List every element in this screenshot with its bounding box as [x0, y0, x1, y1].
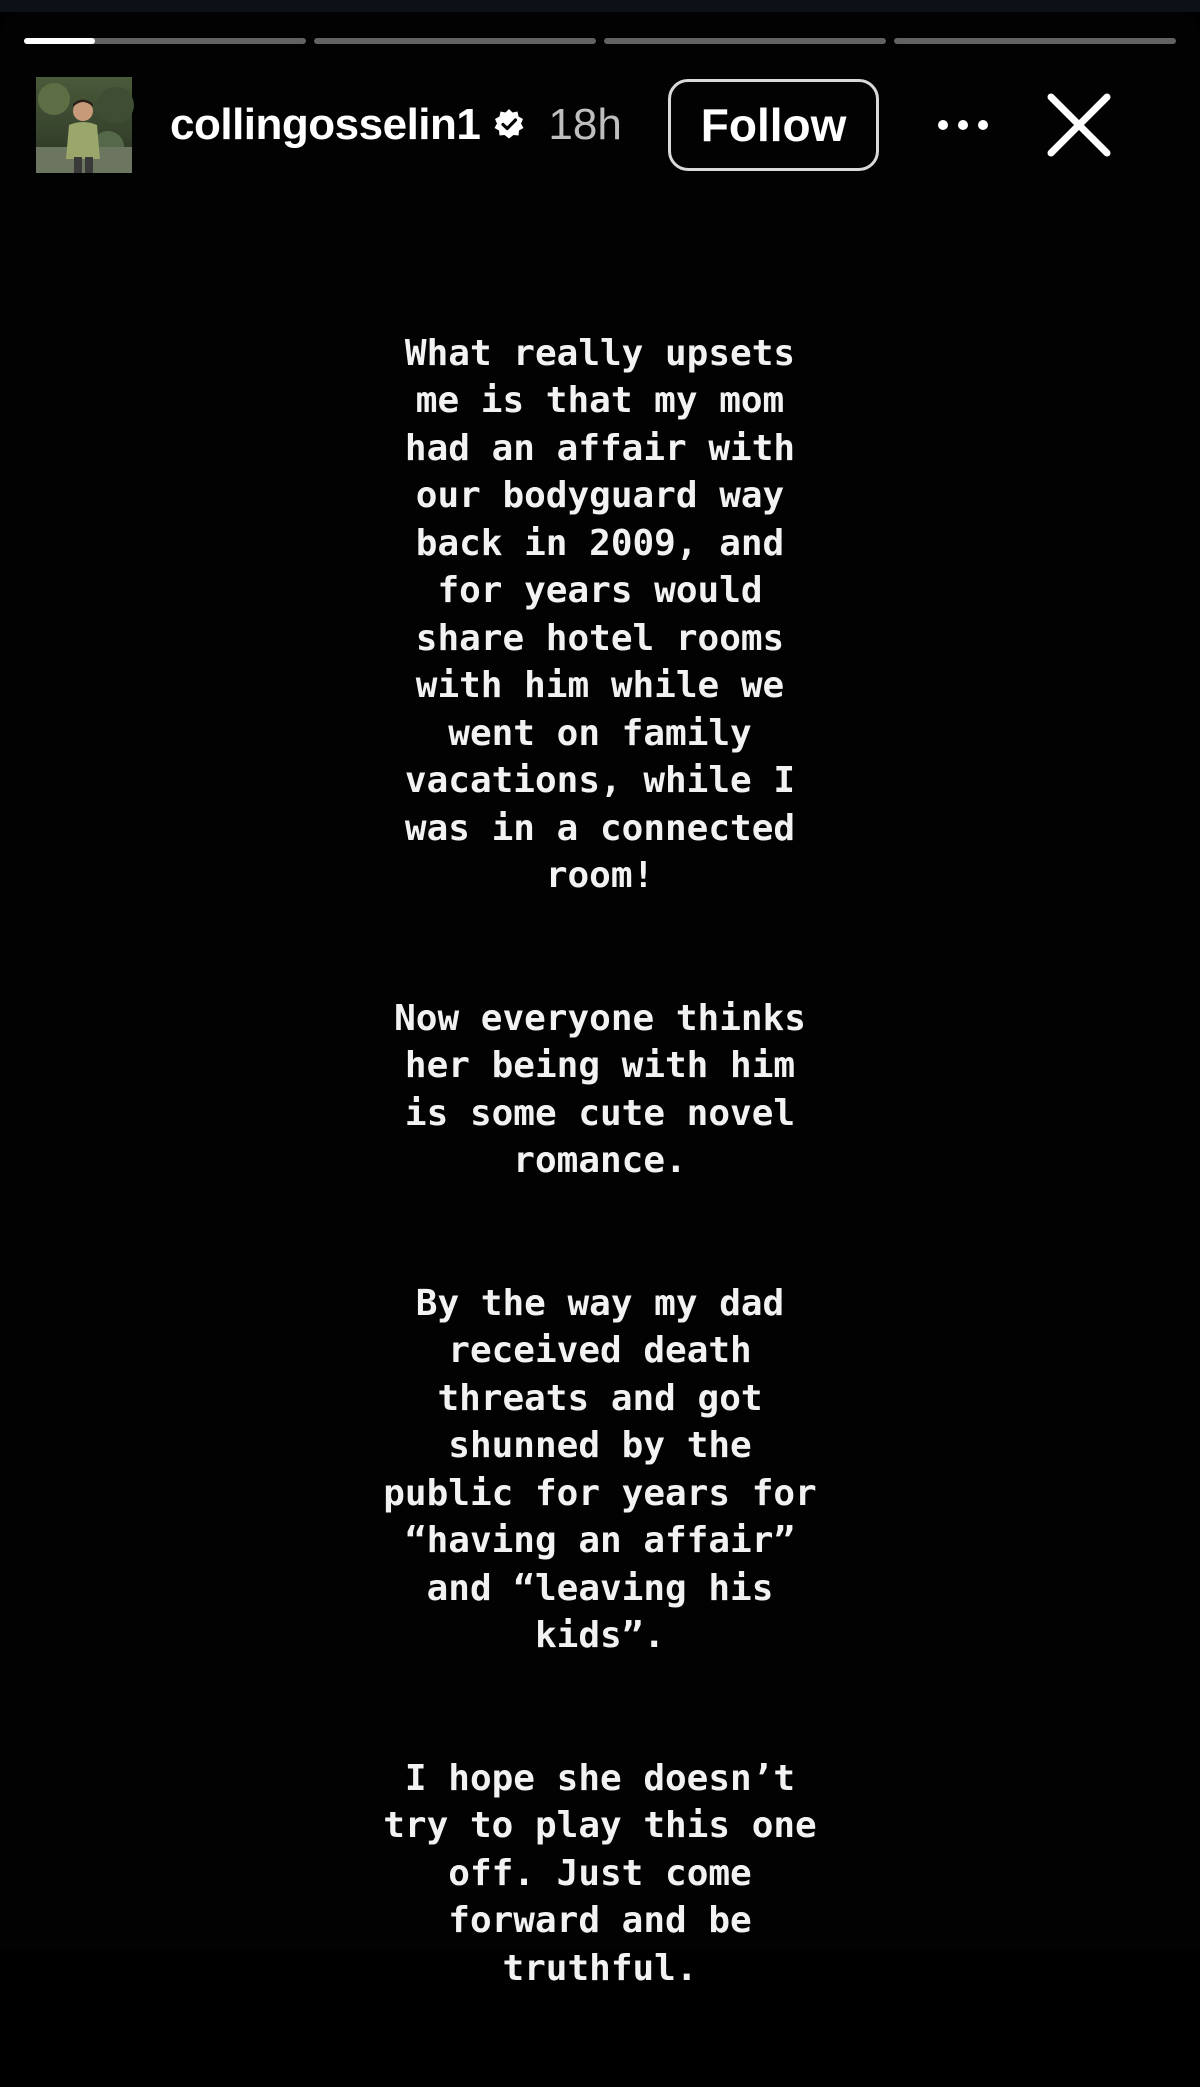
story-header — [36, 70, 1176, 180]
more-icon[interactable] — [935, 115, 991, 135]
progress-segment — [894, 38, 1176, 44]
follow-button[interactable]: Follow — [668, 79, 880, 171]
progress-segment — [24, 38, 306, 44]
verified-badge-icon — [492, 108, 526, 142]
story-progress-bar — [24, 38, 1176, 44]
avatar-photo — [36, 77, 132, 173]
story-text — [200, 282, 1000, 2087]
story-paragraph: I hope she doesn’t try to play this one off. Just come forward and be truthful. — [383, 1757, 817, 1989]
story-viewer[interactable] — [0, 12, 1200, 1989]
progress-segment-fill — [24, 38, 95, 44]
timestamp: 18h — [548, 100, 622, 149]
status-strip — [0, 0, 1200, 12]
story-paragraph: By the way my dad received death threats and got shunned by the public for years for “having an affair” and “leaving his kids”. — [383, 1282, 817, 1656]
avatar[interactable] — [36, 77, 132, 173]
close-icon[interactable] — [1047, 93, 1111, 157]
story-paragraph: What really upsets me is that my mom had an affair with our bodyguard way back in 2009, and for years would share hotel rooms with him while we went on family vacations, while I was in a connected room! — [404, 332, 796, 896]
story-paragraph: Now everyone thinks her being with him is some cute novel romance. — [394, 997, 806, 1181]
progress-segment — [314, 38, 596, 44]
username[interactable]: collingosselin1 — [170, 100, 481, 149]
progress-segment — [604, 38, 886, 44]
